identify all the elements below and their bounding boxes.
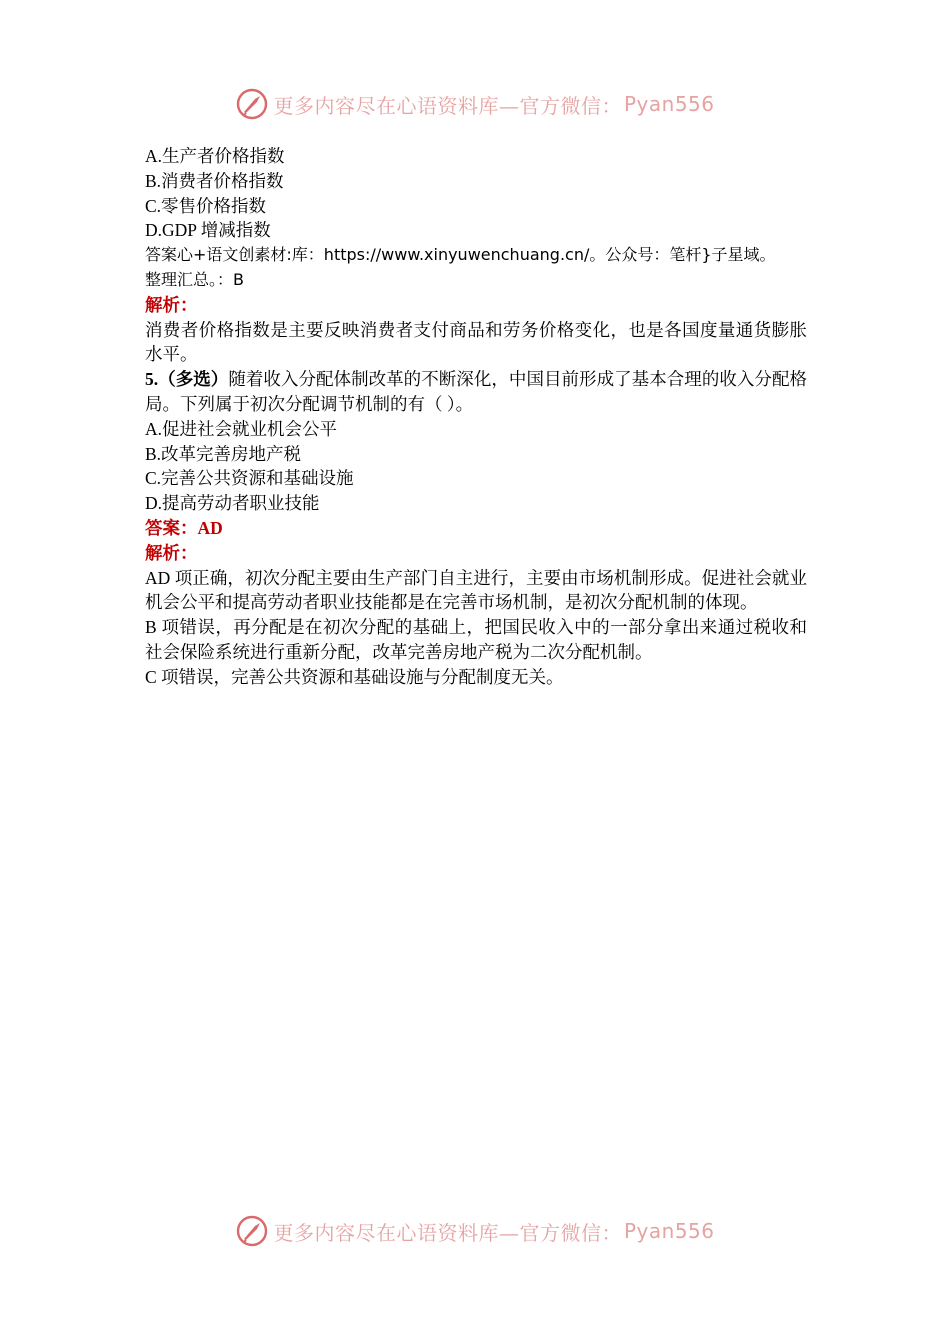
q5-answer-value: AD bbox=[197, 517, 223, 538]
header-watermark-wechat: Pyan556 bbox=[623, 92, 715, 116]
q5-analysis-label: 解析： bbox=[145, 542, 198, 563]
q5-answer bbox=[145, 516, 807, 541]
q5-option-b: B.改革完善房地产税 bbox=[145, 443, 302, 464]
q5-stem-text: 随着收入分配体制改革的不断深化，中国目前形成了基本合理的收入分配格局。下列属于初次分配调节机制的有（ ）。 bbox=[145, 369, 807, 414]
footer-watermark-wechat: Pyan556 bbox=[623, 1219, 715, 1243]
q5-analysis-paragraph-1: AD 项正确，初次分配主要由生产部门自主进行，主要由市场机制形成。促进社会就业机会公平和提高劳动者职业技能都是在完善市场机制，是初次分配机制的体现。 bbox=[145, 567, 807, 613]
q5-option-c: C.完善公共资源和基础设施 bbox=[145, 468, 354, 489]
q4-analysis-text: 消费者价格指数是主要反映消费者支付商品和劳务价格变化，也是各国度量通货膨胀水平。 bbox=[145, 319, 807, 365]
footer-watermark bbox=[0, 1211, 950, 1251]
pen-nib-logo-icon bbox=[235, 87, 269, 121]
q5-option-a: A.促进社会就业机会公平 bbox=[145, 418, 338, 439]
header-watermark-text: 更多内容尽在心语资料库—官方微信： bbox=[273, 93, 622, 118]
q5-answer-label: 答案： bbox=[145, 517, 198, 538]
q4-option-d: D.GDP 增减指数 bbox=[145, 220, 271, 241]
q4-option-a: A.生产者价格指数 bbox=[145, 146, 285, 166]
q5-analysis-paragraph-3: C 项错误，完善公共资源和基础设施与分配制度无关。 bbox=[145, 666, 564, 687]
q5-number: 5. bbox=[145, 369, 159, 390]
q4-answer-line-2: 整理汇总。：B bbox=[145, 269, 244, 289]
q4-option-c: C.零售价格指数 bbox=[145, 195, 267, 216]
q4-answer-line-1: 答案心+语文创素材:库：https://www.xinyuwenchuang.cn/。公众号：笔杆}子星域。 bbox=[145, 245, 776, 265]
header-watermark bbox=[0, 84, 950, 124]
q5-stem bbox=[145, 367, 807, 417]
q5-option-d: D.提高劳动者职业技能 bbox=[145, 493, 320, 514]
q5-type: （多选） bbox=[158, 369, 229, 390]
pen-nib-logo-icon bbox=[235, 1214, 269, 1248]
footer-watermark-text: 更多内容尽在心语资料库—官方微信： bbox=[273, 1220, 622, 1245]
q4-option-b: B.消费者价格指数 bbox=[145, 170, 284, 191]
q4-analysis-label: 解析： bbox=[145, 294, 198, 315]
document-body bbox=[145, 144, 807, 690]
q5-analysis-paragraph-2: B 项错误，再分配是在初次分配的基础上，把国民收入中的一部分拿出来通过税收和社会保险系统进行重新分配，改革完善房地产税为二次分配机制。 bbox=[145, 617, 807, 662]
